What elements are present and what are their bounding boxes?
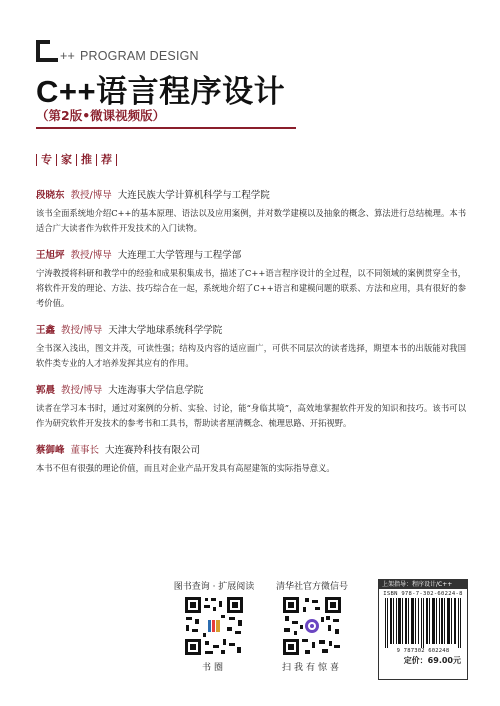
- qr-code-icon[interactable]: [183, 595, 245, 657]
- series-logo-text: PROGRAM DESIGN: [80, 49, 199, 63]
- barcode-digits: 9 787302 602248: [396, 648, 450, 654]
- tag-char: 专: [36, 154, 56, 166]
- review-header: [36, 325, 466, 337]
- review-item: [36, 325, 466, 371]
- c-logo-icon: [36, 40, 58, 62]
- reviewer-org: 大连海事大学信息学院: [108, 385, 204, 396]
- tag-divider: [116, 154, 117, 166]
- reviewer-title: 教授/博导: [61, 325, 103, 336]
- review-item: [36, 190, 466, 236]
- review-header: [36, 190, 466, 202]
- tag-char: 推: [76, 154, 96, 166]
- reviewer-org: 大连理工大学管理与工程学部: [117, 250, 242, 261]
- review-list: [36, 190, 466, 476]
- reviewer-title: 教授/博导: [70, 190, 112, 201]
- shelf-category: 上架指导：程序设计/C++: [379, 580, 467, 589]
- series-logo: [36, 40, 199, 62]
- reviewer-org: 大连民族大学计算机科学与工程学院: [117, 190, 270, 201]
- qr-bottom-label: 扫我有惊喜: [281, 663, 342, 673]
- review-text: 全书深入浅出，图文并茂，可读性强；结构及内容的适应面广，可供不同层次的读者选择，期望本书的出版能对我国软件类专业的人才培养发挥其应有的作用。: [36, 343, 466, 368]
- reviewer-name: 郭晨: [36, 385, 56, 396]
- reviewer-org: 大连赛羚科技有限公司: [105, 445, 201, 456]
- series-logo-prefix: ++: [60, 49, 75, 63]
- book-price: 定价：69.00元: [403, 656, 461, 665]
- title-divider: [36, 127, 296, 129]
- reviewer-org: 天津大学地球系统科学学院: [108, 325, 223, 336]
- reviewer-title: 董事长: [70, 445, 100, 456]
- review-header: [36, 445, 466, 457]
- qr-top-label: 图书查询 · 扩展阅读: [173, 582, 255, 592]
- tag-char: 荐: [96, 154, 116, 166]
- review-header: [36, 385, 466, 397]
- section-tags: [36, 154, 117, 166]
- review-item: [36, 445, 466, 476]
- qr-top-label: 清华社官方微信号: [275, 582, 348, 592]
- qr-book-circle: [172, 579, 256, 673]
- reviewer-name: 段晓东: [36, 190, 65, 201]
- qr-bottom-label: 书圈: [201, 663, 226, 673]
- review-item: [36, 250, 466, 311]
- isbn-barcode-panel: [378, 579, 468, 680]
- review-text: 宁涛教授将科研和教学中的经验和成果积集成书，描述了C++语言程序设计的全过程，以不同领域的案例贯穿全书，将软件开发的理论、方法、技巧综合在一起，系统地介绍了C++语言和建模问题的联系、方法和应用，具有很好的参考价值。: [36, 268, 466, 308]
- review-text: 该书全面系统地介绍C++的基本原理、语法以及应用案例，并对数学建模以及抽象的概念、算法进行总结梳理。本书适合广大读者作为软件开发技术的入门读物。: [36, 208, 466, 233]
- review-header: [36, 250, 466, 262]
- review-text: 本书不但有很强的理论价值，而且对企业产品开发具有高屋建瓴的实际指导意义。: [36, 463, 335, 473]
- review-item: [36, 385, 466, 431]
- qr-code-icon[interactable]: [281, 595, 343, 657]
- tag-char: 家: [56, 154, 76, 166]
- reviewer-name: 王鑫: [36, 325, 56, 336]
- qr-wechat: [270, 579, 354, 673]
- barcode-icon: [384, 598, 462, 648]
- isbn-number: ISBN 978-7-302-60224-8: [383, 591, 463, 597]
- reviewer-name: 蔡御峰: [36, 445, 65, 456]
- review-text: 读者在学习本书时，通过对案例的分析、实验、讨论，能“身临其境”，高效地掌握软件开发的知识和技巧。该书可以作为研究软件开发技术的参考书和工具书，帮助读者厘清概念、梳理思路、开拓视野。: [36, 403, 466, 428]
- book-edition: （第2版•微课视频版）: [36, 108, 166, 123]
- book-title: C++语言程序设计: [36, 74, 286, 109]
- reviewer-name: 王旭坪: [36, 250, 65, 261]
- reviewer-title: 教授/博导: [61, 385, 103, 396]
- reviewer-title: 教授/博导: [70, 250, 112, 261]
